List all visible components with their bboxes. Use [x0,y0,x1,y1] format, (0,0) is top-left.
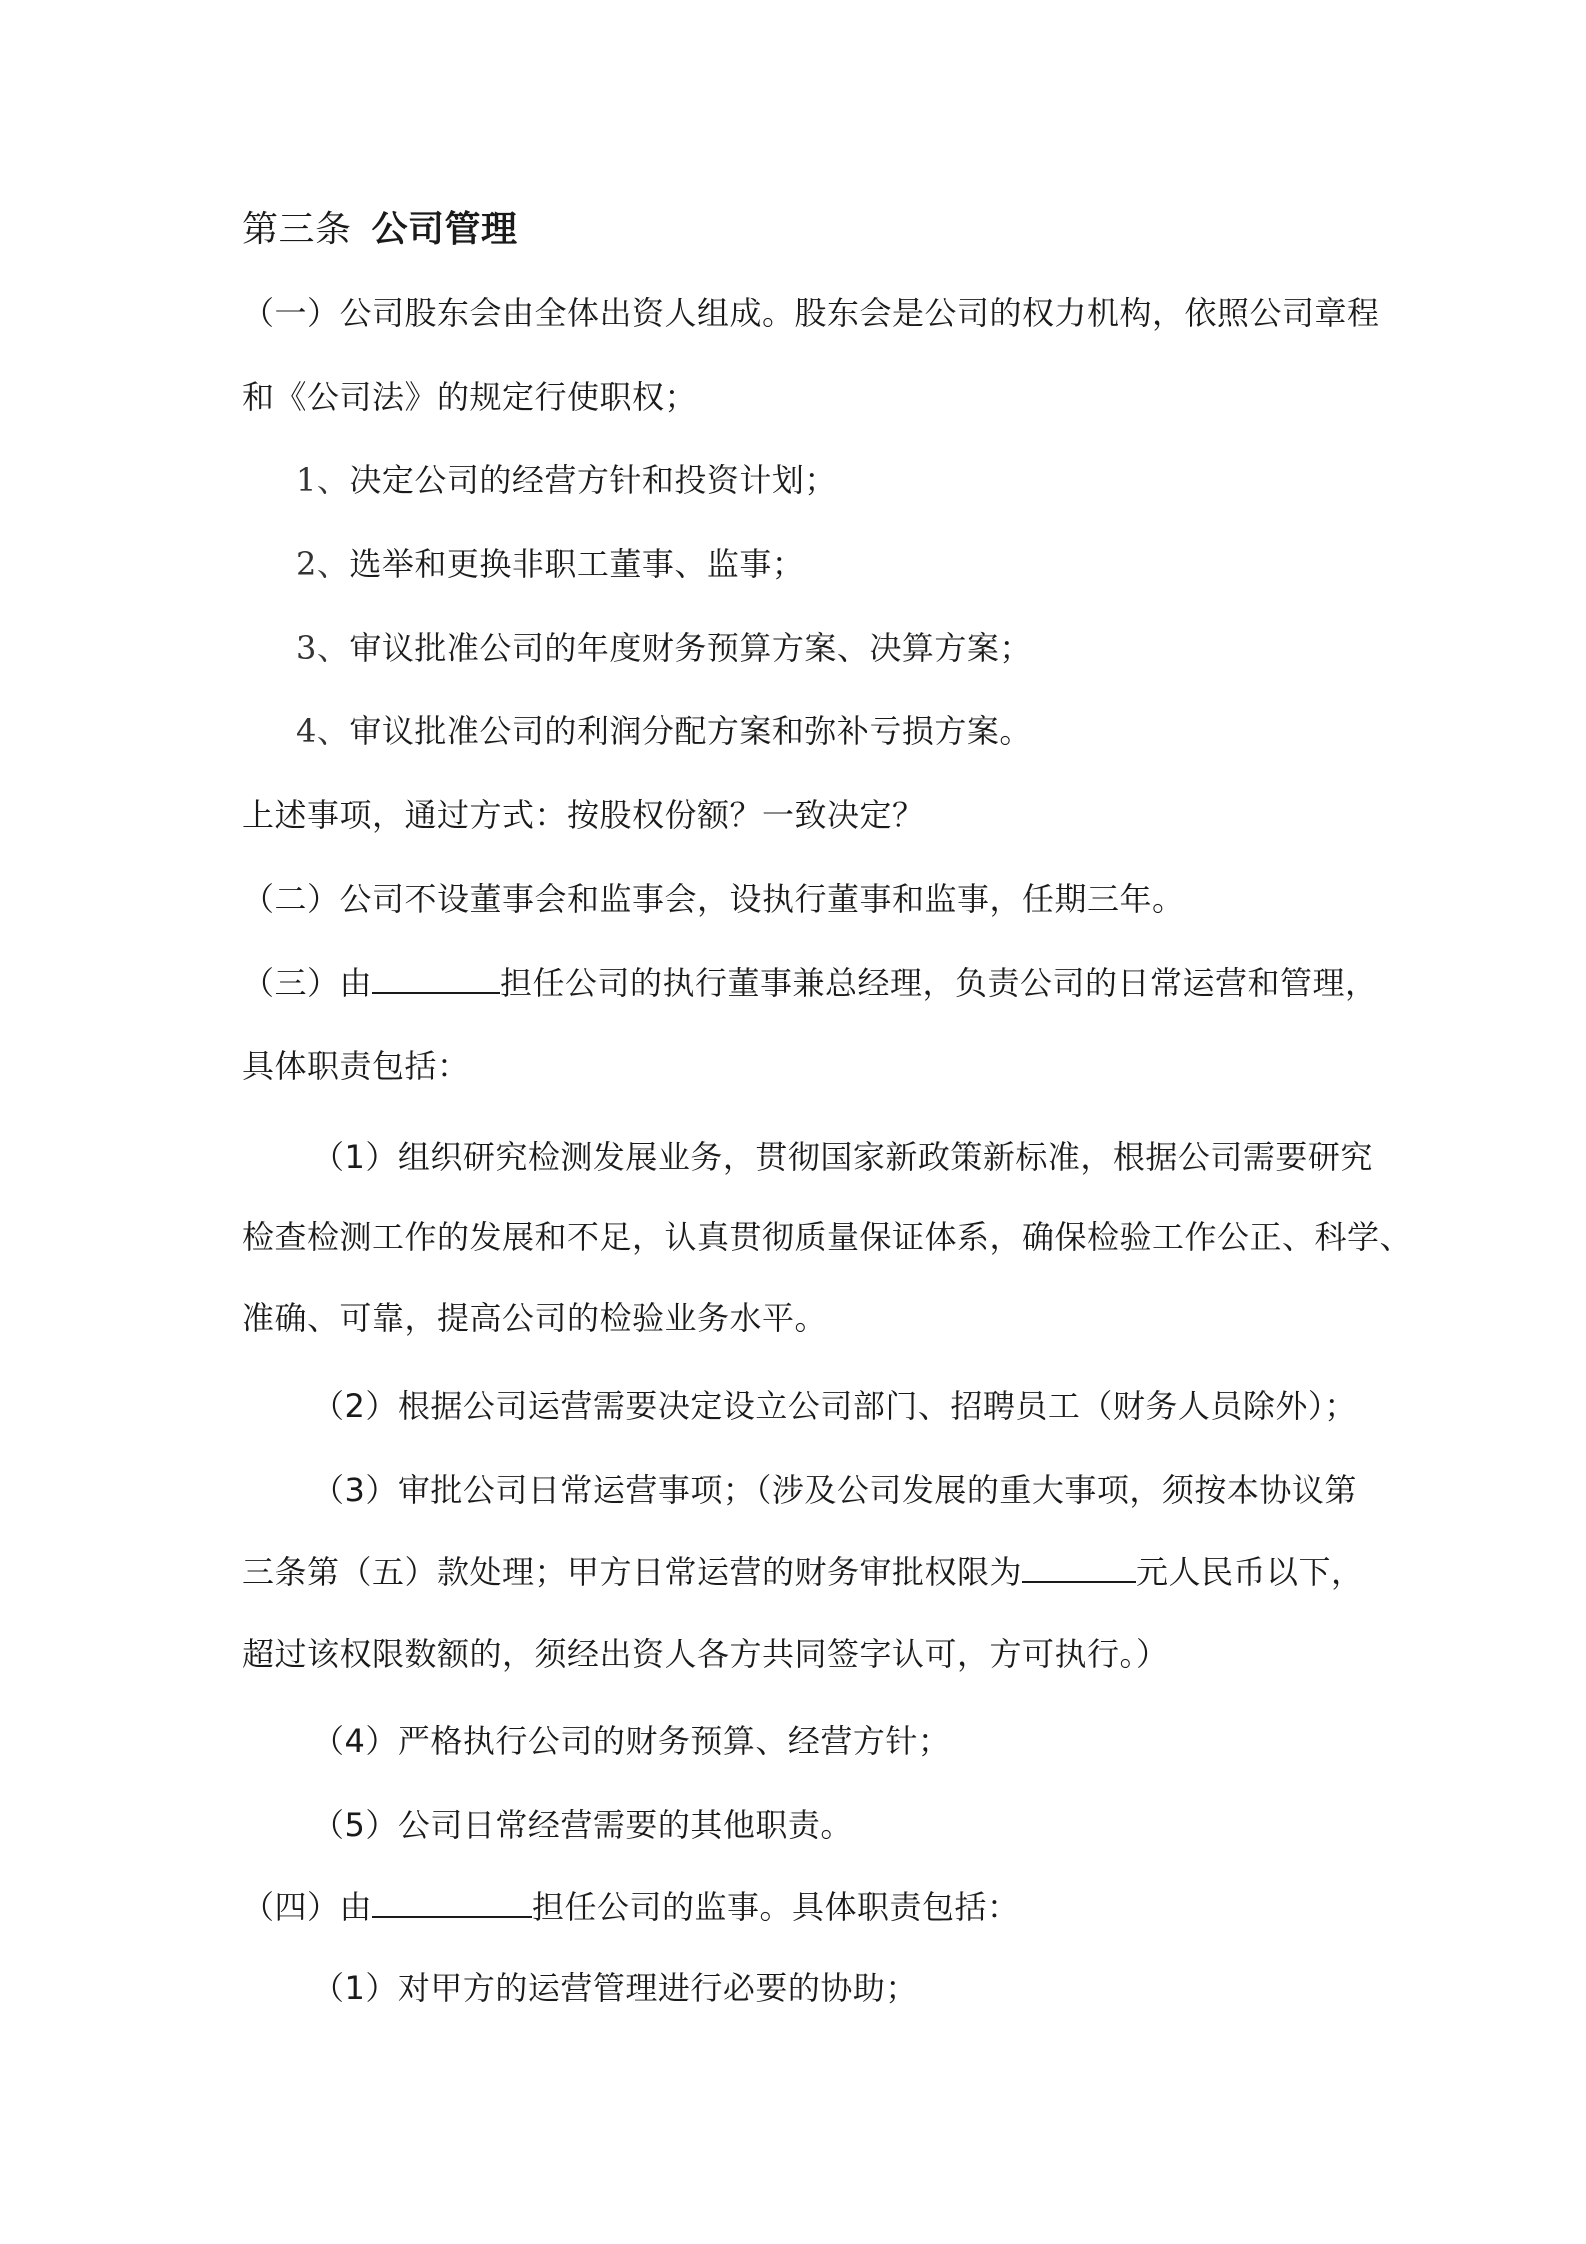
voting-method-line: 上述事项，通过方式：按股权份额？一致决定？ [242,796,925,834]
item-number: 3、 [296,629,350,667]
sub-item-3-line-2: 三条第（五）款处理；甲方日常运营的财务审批权限为 元人民币以下， [242,1553,1364,1591]
numbered-item-2 [296,544,804,584]
paragraph-1-line-2: 和《公司法》的规定行使职权； [242,378,698,416]
item-number: 2、 [296,545,350,583]
article-title: 公司管理 [371,209,518,250]
item-text: 审议批准公司的年度财务预算方案、决算方案； [349,629,1032,667]
sub-item-1-line-2: 检查检测工作的发展和不足，认真贯彻质量保证体系，确保检验工作公正、科学、 [242,1218,1413,1256]
sub-item-4: （4）严格执行公司的财务预算、经营方针； [312,1722,951,1760]
paragraph-4: （四）由 担任公司的监事。具体职责包括： [242,1888,1020,1926]
sub-item-2: （2）根据公司运营需要决定设立公司部门、招聘员工（财务人员除外）； [312,1387,1357,1425]
sub-item-3-line-3: 超过该权限数额的，须经出资人各方共同签字认可，方可执行。） [242,1635,1169,1673]
executive-director-name-blank[interactable] [372,962,500,994]
item-text: 审议批准公司的利润分配方案和弥补亏损方案。 [349,712,1032,750]
item-number: 1、 [296,461,350,499]
numbered-item-4 [296,711,1032,751]
article-heading [242,208,518,252]
paragraph-3-line-1: （三）由 担任公司的执行董事兼总经理，负责公司的日常运营和管理， [242,964,1378,1002]
sub-item-1-line-1: （1）组织研究检测发展业务，贯彻国家新政策新标准，根据公司需要研究 [312,1138,1373,1176]
item-text: 选举和更换非职工董事、监事； [349,545,805,583]
approval-limit-amount-blank[interactable] [1022,1551,1136,1583]
item-number: 4、 [296,712,350,750]
numbered-item-1 [296,460,837,500]
sub-item-1-line-3: 准确、可靠，提高公司的检验业务水平。 [242,1299,828,1337]
sub-item-3-line-1: （3）审批公司日常运营事项；（涉及公司发展的重大事项，须按本协议第 [312,1471,1357,1509]
article-number: 第三条 [242,209,352,250]
paragraph-1-line-1: （一）公司股东会由全体出资人组成。股东会是公司的权力机构，依照公司章程 [242,294,1380,332]
supervisor-duty-1: （1）对甲方的运营管理进行必要的协助； [312,1969,918,2007]
sub-item-5: （5）公司日常经营需要的其他职责。 [312,1806,853,1844]
paragraph-3-line-2: 具体职责包括： [242,1047,470,1085]
item-text: 决定公司的经营方针和投资计划； [349,461,837,499]
supervisor-name-blank[interactable] [372,1886,532,1918]
paragraph-2: （二）公司不设董事会和监事会，设执行董事和监事，任期三年。 [242,880,1185,918]
numbered-item-3 [296,628,1032,668]
